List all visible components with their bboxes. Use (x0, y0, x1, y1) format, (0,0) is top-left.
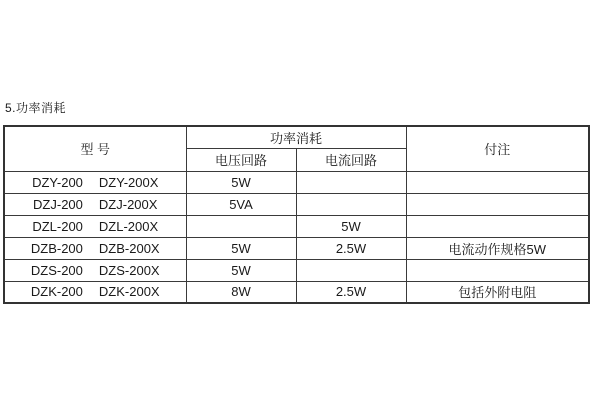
voltage-value-cell: 5W (186, 259, 296, 281)
current-value-cell: 2.5W (296, 281, 406, 303)
voltage-value-cell: 5W (186, 237, 296, 259)
power-consumption-table (3, 125, 590, 304)
model-pair (5, 284, 186, 299)
model-name: DZS-200 (30, 262, 83, 278)
model-pair (5, 175, 186, 190)
model-name: DZL-200 (32, 218, 83, 234)
model-name: DZK-200X (98, 284, 160, 300)
current-value-cell (296, 171, 406, 193)
model-cell (4, 281, 186, 303)
model-name: DZK-200 (30, 284, 83, 300)
note-cell (406, 193, 589, 215)
model-pair (5, 219, 186, 234)
model-cell (4, 237, 186, 259)
model-cell (4, 259, 186, 281)
note-cell: 包括外附电阻 (406, 281, 589, 303)
model-pair (5, 263, 186, 278)
model-cell (4, 193, 186, 215)
table-row-dzj (4, 193, 589, 215)
voltage-circuit-header-cell: 电压回路 (186, 148, 296, 171)
model-pair (5, 241, 186, 256)
voltage-value-cell: 8W (186, 281, 296, 303)
model-name: DZB-200 (30, 240, 83, 256)
current-circuit-header-cell: 电流回路 (296, 148, 406, 171)
voltage-value-cell: 5VA (186, 193, 296, 215)
model-name: DZJ-200X (98, 196, 158, 212)
table-row-dzk (4, 281, 589, 303)
current-value-cell (296, 259, 406, 281)
note-cell (406, 215, 589, 237)
model-cell (4, 215, 186, 237)
section-title: 5.功率消耗 (5, 101, 67, 115)
model-name: DZY-200 (32, 174, 83, 190)
table-row-dzb (4, 237, 589, 259)
table-row-dzy (4, 171, 589, 193)
model-name: DZY-200X (98, 174, 159, 190)
table-row-dzs (4, 259, 589, 281)
note-cell (406, 259, 589, 281)
notes-header-cell: 付注 (406, 126, 589, 171)
model-pair (5, 197, 186, 212)
header-row-top (4, 126, 589, 148)
model-name: DZB-200X (98, 240, 160, 256)
model-name: DZL-200X (98, 218, 159, 234)
current-value-cell (296, 193, 406, 215)
table-row-dzl (4, 215, 589, 237)
current-value-cell: 5W (296, 215, 406, 237)
current-value-cell: 2.5W (296, 237, 406, 259)
model-name: DZS-200X (98, 262, 160, 278)
power-consumption-header-cell: 功率消耗 (186, 126, 406, 148)
voltage-value-cell (186, 215, 296, 237)
note-cell (406, 171, 589, 193)
model-cell (4, 171, 186, 193)
note-cell: 电流动作规格5W (406, 237, 589, 259)
voltage-value-cell: 5W (186, 171, 296, 193)
model-header-cell: 型 号 (4, 126, 186, 171)
model-name: DZJ-200 (33, 196, 83, 212)
